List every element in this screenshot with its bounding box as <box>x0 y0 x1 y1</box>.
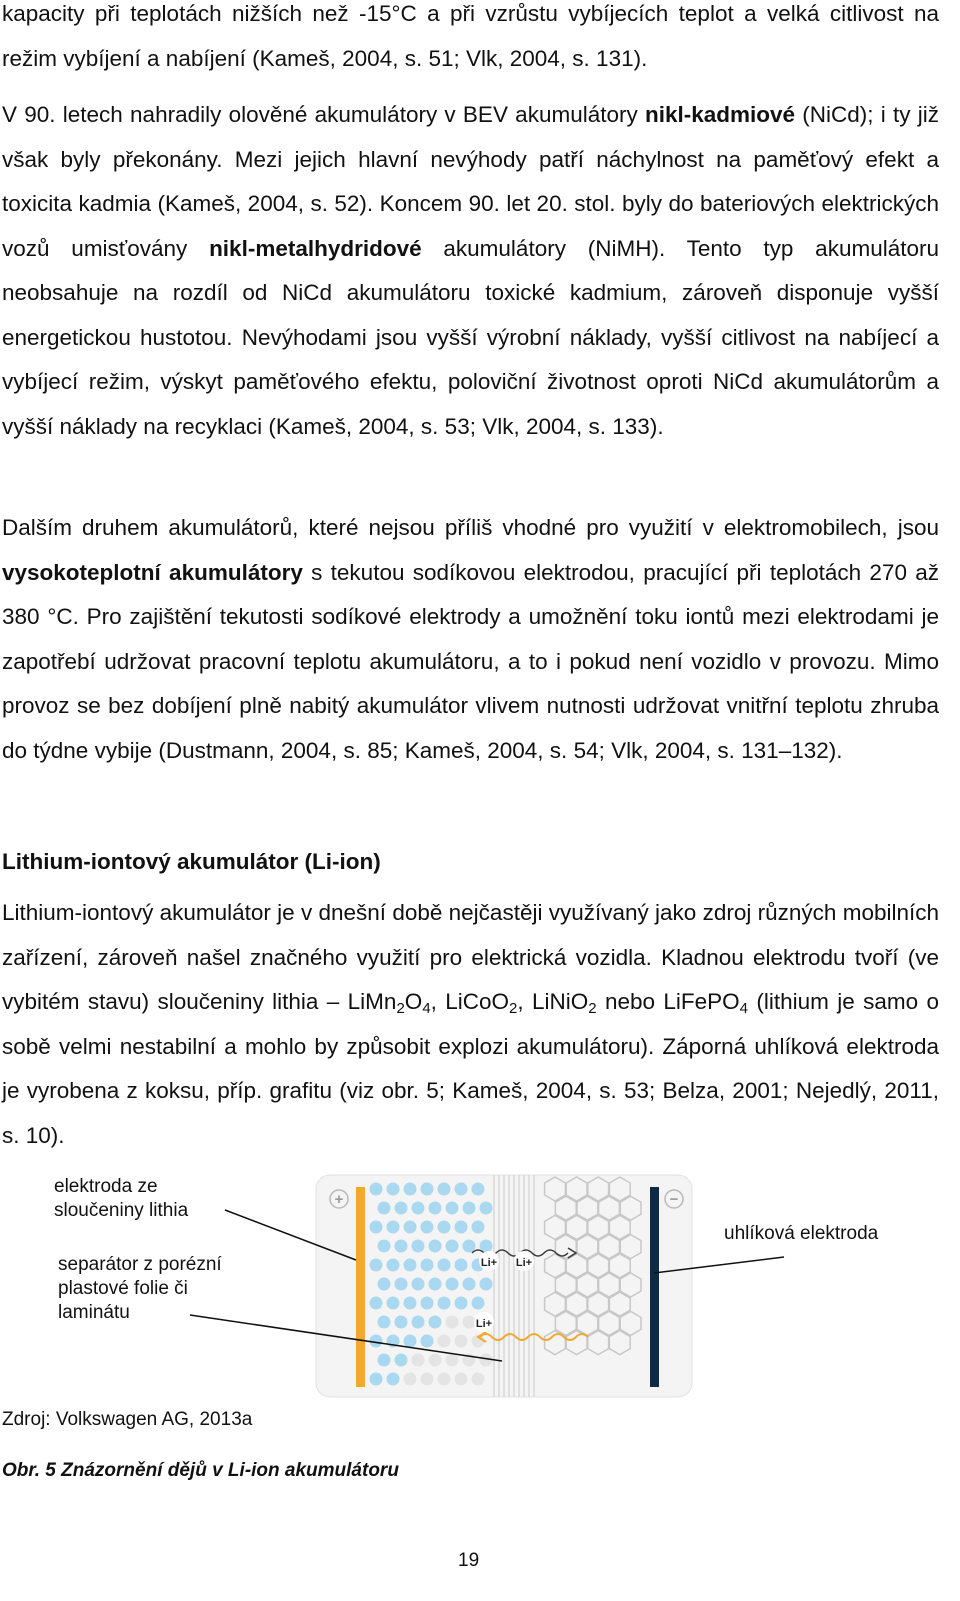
lithium-particle <box>395 1240 408 1253</box>
label-anode: uhlíková elektroda <box>724 1223 879 1244</box>
lithium-particle <box>387 1183 400 1196</box>
lithium-particle <box>438 1373 451 1386</box>
label-separator <box>58 1253 222 1325</box>
lithium-particle <box>387 1259 400 1272</box>
lithium-particle <box>395 1316 408 1329</box>
lithium-particle <box>438 1297 451 1310</box>
paragraph-4: Lithium-iontový akumulátor je v dnešní době nejčastěji využívaný jako zdroj různých mobilních zařízení, zároveň našel značného využití pro elektrická vozidla. Kladnou elektrodu tvoří (ve vybitém stavu) sloučeniny lithia – $LiMn_2O_4$, LiCoO$_2$, LiNiO$_2$ nebo LiFePO$_4$ (lithium je samo o sobě velmi nestabilní a mohlo by způsobit explozi akumulátoru). Záporná uhlíková elektroda je vyrobena z koksu, příp. grafitu (viz obr. 5; Kameš, 2004, s. 53; Belza, 2001; Nejedlý, 2011, s. 10). <box>2 900 939 1148</box>
label-cathode-line: sloučeniny lithia <box>54 1200 189 1221</box>
lithium-particle <box>446 1354 459 1367</box>
label-cathode <box>54 1175 188 1223</box>
paragraph-2-text-d: akumulátory (NiMH). Tento typ akumulátoru neobsahuje na rozdíl od NiCd akumulátoru toxické kadmium, zároveň disponuje vyšší energetickou hustotou. Nevýhodami jsou vyšší výrobní náklady, vyšší citlivost na nabíjecí a vybíjecí režim, výskyt paměťového efektu, poloviční životnost oproti NiCd akumulátorům a vyšší náklady na recyklaci (Kameš, 2004, s. 53; Vlk, 2004, s. 133). <box>2 235 939 439</box>
lithium-particle <box>404 1259 417 1272</box>
lithium-particle <box>378 1278 391 1291</box>
lithium-particle <box>404 1335 417 1348</box>
lithium-particle <box>438 1335 451 1348</box>
lithium-particle <box>455 1297 468 1310</box>
lithium-particle <box>421 1183 434 1196</box>
lithium-particle <box>438 1183 451 1196</box>
lithium-particle <box>378 1354 391 1367</box>
lithium-particle <box>455 1221 468 1234</box>
lithium-particle <box>480 1202 493 1215</box>
lithium-particle <box>463 1316 476 1329</box>
lithium-particle <box>455 1259 468 1272</box>
lithium-particle <box>412 1354 425 1367</box>
lithium-particle <box>421 1297 434 1310</box>
lithium-particle <box>378 1202 391 1215</box>
paragraph-2-text-c: (NiCd); i ty již však byly překonány. Mezi jejich hlavní nevýhody patří náchylnost na paměťový efekt a toxicita kadmia (Kameš, 2004, s. 52). Koncem 90. let 20. stol. byly do bateriových elektrických vozů umisťovány <box>2 102 939 261</box>
lithium-particle <box>370 1183 383 1196</box>
lithium-particle <box>404 1183 417 1196</box>
formula-limn2o4: $LiMn_2O_4$ <box>347 989 431 1017</box>
formula-licoo2: LiCoO$_2$ <box>445 989 518 1017</box>
paragraph-1: kapacity při teplotách nižších než -15°C a při vzrůstu vybíjecích teplot a velká citlivost na režim vybíjení a nabíjení (Kameš, 2004, s. 51; Vlk, 2004, s. 131). <box>2 1 939 71</box>
lithium-particle <box>438 1221 451 1234</box>
lithium-particle <box>438 1259 451 1272</box>
lithium-particle <box>395 1354 408 1367</box>
figure-caption: Obr. 5 Znázornění dějů v Li-ion akumulátoru <box>2 1460 399 1481</box>
paragraph-3-text-a: Dalším druhem akumulátorů, které nejsou příliš vhodné pro využití v elektromobilech, jsou <box>2 515 939 540</box>
lithium-particle <box>455 1373 468 1386</box>
paragraph-4-text-e: (lithium je samo o sobě velmi nestabilní a mohlo by způsobit explozi akumulátoru). Záporná uhlíková elektroda je vyrobena z koksu, příp. grafitu (viz obr. 5; Kameš, 2004, s. 53; Belza, 2001; Nejedlý, 2011, s. 10). <box>2 989 939 1148</box>
lithium-particle <box>404 1373 417 1386</box>
lithium-particle <box>421 1373 434 1386</box>
label-separator-line: separátor z porézní <box>58 1254 222 1275</box>
section-heading: Lithium-iontový akumulátor (Li-ion) <box>2 849 381 874</box>
lithium-particle <box>472 1297 485 1310</box>
svg-text:Li+: Li+ <box>480 1257 498 1269</box>
paragraph-2 <box>2 93 939 449</box>
lithium-particle <box>421 1335 434 1348</box>
lithium-particle <box>429 1202 442 1215</box>
paragraph-2-text-a: V 90. letech nahradily olověné akumulátory v BEV akumulátory <box>2 102 645 127</box>
lithium-particle <box>446 1202 459 1215</box>
lithium-particle <box>412 1316 425 1329</box>
lithium-particle <box>404 1297 417 1310</box>
lithium-particle <box>472 1183 485 1196</box>
lithium-particle <box>463 1202 476 1215</box>
lithium-particle <box>387 1297 400 1310</box>
lithium-particle <box>421 1221 434 1234</box>
lithium-particle <box>455 1335 468 1348</box>
svg-text:Li+: Li+ <box>515 1257 533 1269</box>
lithium-particle <box>370 1221 383 1234</box>
page-number: 19 <box>458 1550 480 1571</box>
label-separator-line: plastové folie či <box>58 1278 188 1299</box>
lithium-particle <box>463 1278 476 1291</box>
formula-lifepo4: LiFePO$_4$ <box>663 989 748 1017</box>
lithium-particle <box>429 1316 442 1329</box>
lithium-particle <box>472 1373 485 1386</box>
lithium-particle <box>378 1240 391 1253</box>
lithium-particle <box>463 1240 476 1253</box>
cathode-bar <box>356 1187 365 1387</box>
term-nimh: nikl-metalhydridové <box>209 235 422 261</box>
lithium-particle <box>472 1221 485 1234</box>
svg-text:−: − <box>669 1191 679 1208</box>
lithium-particle <box>370 1259 383 1272</box>
figure-source: Zdroj: Volkswagen AG, 2013a <box>2 1409 253 1430</box>
lithium-particle <box>429 1278 442 1291</box>
lithium-particle <box>404 1221 417 1234</box>
lithium-particle <box>446 1278 459 1291</box>
svg-text:Li+: Li+ <box>475 1318 493 1330</box>
anode-bar <box>650 1187 659 1387</box>
lithium-particle <box>412 1278 425 1291</box>
paragraph-3-text-c: s tekutou sodíkovou elektrodou, pracující při teplotách 270 až 380 °C. Pro zajištění tekutosti sodíkové elektrody a umožnění toku iontů mezi elektrodami je zapotřebí udržovat pracovní teplotu akumulátoru, a to i pokud není vozidlo v provozu. Mimo provoz se bez dobíjení plně nabitý akumulátor vlivem nutnosti udržovat vnitřní teplotu zhruba do týdne vybije (Dustmann, 2004, s. 85; Kameš, 2004, s. 54; Vlk, 2004, s. 131–132). <box>2 559 939 763</box>
lithium-particle <box>387 1221 400 1234</box>
lithium-particle <box>387 1373 400 1386</box>
term-high-temp: vysokoteplotní akumulátory <box>2 559 303 585</box>
lithium-particle <box>370 1373 383 1386</box>
lithium-particle <box>370 1297 383 1310</box>
lithium-particle <box>480 1278 493 1291</box>
li-ion-figure <box>2 1165 939 1405</box>
lithium-ion-3 <box>474 1312 494 1332</box>
lithium-particle <box>446 1316 459 1329</box>
lithium-particle <box>395 1202 408 1215</box>
lithium-particle <box>455 1183 468 1196</box>
lithium-particle <box>429 1354 442 1367</box>
paragraph-3 <box>2 506 939 773</box>
label-separator-line: laminátu <box>58 1302 130 1323</box>
lithium-particle <box>412 1240 425 1253</box>
lithium-ion-1 <box>479 1251 499 1271</box>
term-nicd: nikl-kadmiové <box>644 102 796 127</box>
lithium-ion-2 <box>514 1251 534 1271</box>
lithium-particle <box>429 1240 442 1253</box>
lithium-particle <box>378 1316 391 1329</box>
lithium-particle <box>412 1202 425 1215</box>
formula-linio2: LiNiO$_2$ <box>532 989 597 1017</box>
paragraph-4-text-a: Lithium-iontový akumulátor je v dnešní době nejčastěji využívaný jako zdroj různých mobilních zařízení, zároveň našel značného využití pro elektrická vozidla. Kladnou elektrodu tvoří (ve vybitém stavu) sloučeniny lithia – <box>2 900 939 1014</box>
lithium-particle <box>395 1278 408 1291</box>
lithium-particle <box>421 1259 434 1272</box>
lithium-particle <box>446 1240 459 1253</box>
svg-text:+: + <box>334 1191 344 1208</box>
label-cathode-line: elektroda ze <box>54 1176 158 1197</box>
